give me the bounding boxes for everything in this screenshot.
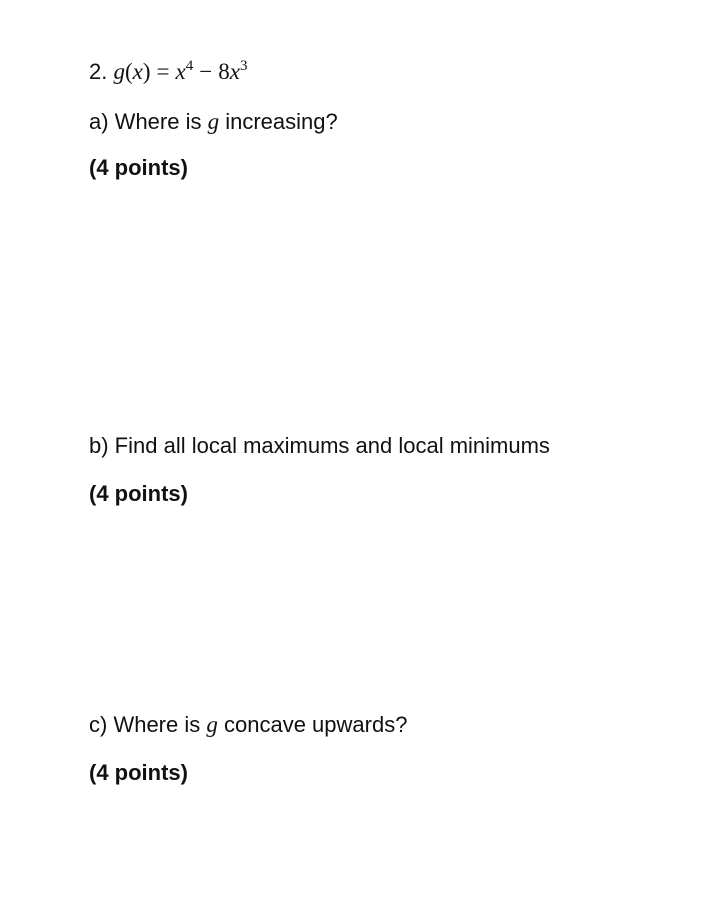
part-c-points: (4 points) xyxy=(89,760,188,785)
part-a-function: g xyxy=(207,109,220,134)
equals-sign: = xyxy=(156,59,170,84)
part-b-question: b) Find all local maximums and local minimums xyxy=(89,433,550,458)
part-c-function: g xyxy=(206,712,218,737)
part-b-points: (4 points) xyxy=(89,481,188,506)
function-equation: $g(x) = x^4 - 8x^3$ xyxy=(113,58,248,84)
problem-number: 2. xyxy=(89,59,108,84)
term1-base: x xyxy=(175,59,186,84)
term2-coefficient: 8 xyxy=(218,59,230,84)
function-name: g xyxy=(113,59,125,84)
part-c-question xyxy=(89,711,407,739)
part-c-suffix: concave upwards? xyxy=(224,712,408,737)
term2-base: x xyxy=(229,59,240,84)
minus-sign: − xyxy=(199,59,213,84)
function-variable: x xyxy=(132,59,143,84)
part-a-question xyxy=(89,108,338,136)
part-c-prefix: c) Where is xyxy=(89,712,201,737)
part-a-points: (4 points) xyxy=(89,155,188,180)
problem-header xyxy=(89,58,247,86)
part-a-prefix: a) Where is xyxy=(89,109,202,134)
part-a-suffix: increasing? xyxy=(225,109,338,134)
term1-exponent: 4 xyxy=(185,58,194,74)
term2-exponent: 3 xyxy=(239,58,248,74)
